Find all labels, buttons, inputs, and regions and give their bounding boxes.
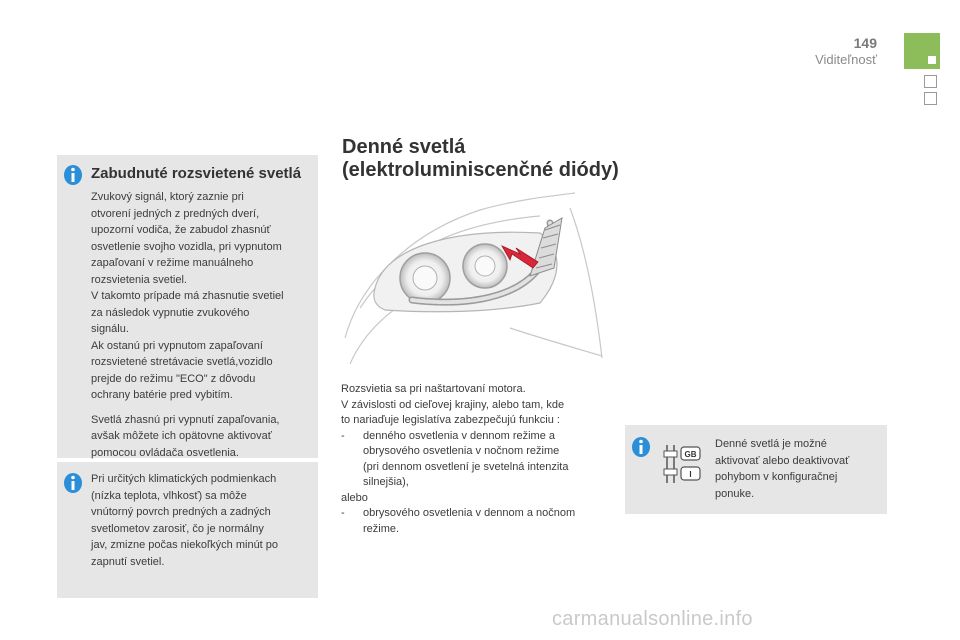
text-line: pomocou ovládača osvetlenia. — [91, 446, 239, 459]
chapter-tab[interactable] — [904, 33, 940, 69]
bullet-dash: - — [341, 429, 345, 442]
text-line: Denné svetlá je možné — [715, 438, 827, 450]
text-line: zapaľovaní v režime manuálneho — [91, 257, 254, 269]
chapter-tab-marker — [928, 56, 936, 64]
config-menu-panel — [625, 425, 887, 514]
text-line: jav, zmizne počas niekoľkých minút po — [91, 539, 279, 551]
panel-body — [91, 189, 315, 469]
info-icon — [631, 436, 651, 458]
panel-body — [91, 471, 315, 570]
main-heading — [342, 136, 619, 182]
text-line: Pri určitých klimatických podmienkach — [91, 473, 277, 485]
text-line: Svetlá zhasnú pri vypnutí zapaľovania, — [91, 413, 280, 426]
text-line: otvorení jedných z predných dverí, — [91, 207, 260, 220]
text-line: osvetlenie svojho vozidla, pri vypnutom — [91, 240, 282, 253]
info-icon — [63, 472, 83, 494]
text-line: alebo — [341, 491, 368, 504]
text-line: denného osvetlenia v dennom režime a — [363, 429, 556, 442]
text-line: pohybom v konfiguračnej — [715, 471, 838, 483]
forgotten-lights-panel — [57, 155, 318, 458]
text-line: rozsvietené stretávacie svetlá,vozidlo — [91, 356, 273, 368]
condensation-panel — [57, 462, 318, 598]
text-line: svetlometov zarosiť, čo je normálny — [91, 522, 264, 535]
text-line: (nízka teplota, vlhkosť) sa môže — [91, 489, 247, 502]
text-line: aktivovať alebo deaktivovať — [715, 454, 850, 467]
steering-control-icon — [663, 443, 703, 485]
text-line: vnútorný povrch predných a zadných — [91, 506, 271, 518]
text-line: Zvukový signál, ktorý zaznie pri — [91, 191, 244, 203]
watermark: carmanualsonline.info — [552, 608, 753, 630]
text-line: signálu. — [91, 323, 129, 335]
i-button-label: I — [689, 470, 692, 479]
text-line: obrysového osvetlenia v nočnom režime — [363, 445, 560, 457]
text-line: upozorní vodiča, že zabudol zhasnúť — [91, 224, 271, 236]
text-line: režime. — [363, 522, 400, 535]
daytime-lights-description — [341, 382, 609, 537]
text-line: obrysového osvetlenia v dennom a nočnom — [363, 507, 576, 519]
chapter-box-1[interactable] — [924, 75, 937, 88]
text-line: silnejšia), — [363, 476, 409, 488]
text-line: Rozsvietia sa pri naštartovaní motora. — [341, 383, 526, 395]
gb-button-label: GB — [684, 450, 697, 459]
paragraph-b — [91, 412, 315, 462]
panel-body — [715, 436, 880, 502]
text-line: prejde do režimu "ECO" z dôvodu — [91, 372, 256, 385]
text-line: (pri dennom osvetlení je svetelná intenzita — [363, 460, 569, 473]
heading-line: (elektroluminiscenčné diódy) — [342, 159, 619, 181]
text-line: zapnutí svetiel. — [91, 555, 165, 568]
list-item — [341, 429, 609, 491]
text-line: ochrany batérie pred vybitím. — [91, 389, 233, 401]
headlamp-illustration — [340, 188, 605, 368]
bullet-dash: - — [341, 507, 345, 519]
chapter-box-2[interactable] — [924, 92, 937, 105]
text-line: to nariaďuje legislatíva zabezpečujú funkciu : — [341, 414, 560, 426]
text-line: ponuke. — [715, 487, 755, 500]
info-icon — [63, 164, 83, 186]
page-number: 149 — [853, 35, 877, 51]
panel-heading: Zabudnuté rozsvietené svetlá — [91, 165, 302, 182]
text-line: V závislosti od cieľovej krajiny, alebo tam, kde — [341, 398, 565, 411]
text-line: za následok vypnutie zvukového — [91, 306, 250, 319]
text-line: Ak ostanú pri vypnutom zapaľovaní — [91, 339, 263, 352]
text-line: avšak môžete ich opätovne aktivovať — [91, 430, 272, 442]
list-item — [341, 506, 609, 537]
paragraph-a — [91, 189, 315, 404]
section-title: Viditeľnosť — [815, 52, 877, 67]
heading-line: Denné svetlá — [342, 136, 466, 158]
text-line: rozsvietenia svetiel. — [91, 273, 187, 286]
text-line: V takomto prípade má zhasnutie svetiel — [91, 290, 284, 302]
